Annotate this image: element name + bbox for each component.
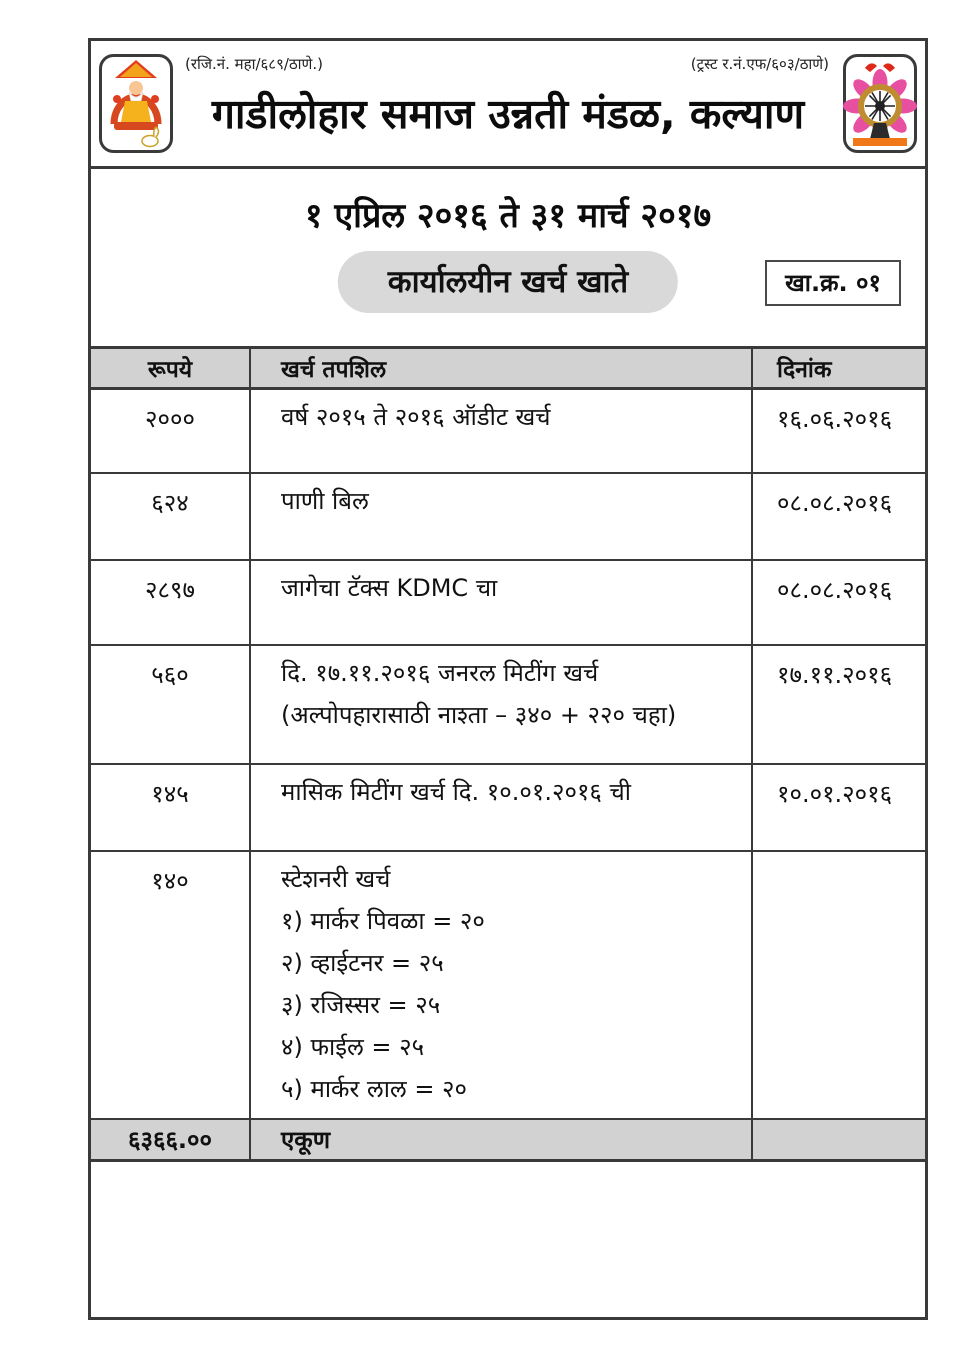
total-row — [91, 1120, 925, 1162]
details-cell — [251, 474, 753, 559]
detail-line: ५) मार्कर लाल = २० — [281, 1075, 468, 1103]
details-cell — [251, 765, 753, 850]
detail-line: १) मार्कर पिवळा = २० — [281, 907, 485, 935]
amount-cell: ६२४ — [91, 474, 251, 559]
trust-number-right: (ट्रस्ट र.नं.एफ/६०३/ठाणे) — [690, 55, 829, 73]
account-title-pill: कार्यालयीन खर्च खाते — [338, 251, 678, 313]
details-cell — [251, 852, 753, 1118]
table-row — [91, 474, 925, 561]
total-amount: ६३६६.०० — [91, 1120, 251, 1159]
details-cell — [251, 561, 753, 644]
details-cell — [251, 390, 753, 472]
table-row — [91, 852, 925, 1120]
total-date-empty — [753, 1120, 925, 1159]
amount-cell: १४० — [91, 852, 251, 1118]
detail-line: ४) फाईल = २५ — [281, 1033, 425, 1061]
registration-number-left: (रजि.नं. महा/६८९/ठाणे.) — [185, 55, 324, 73]
date-cell: ०८.०८.२०१६ — [777, 489, 893, 517]
detail-line: (अल्पोपहारासाठी नाश्ता – ३४० + २२० चहा) — [281, 701, 677, 729]
detail-line: पाणी बिल — [281, 487, 369, 515]
detail-line: ३) रजिस्सर = २५ — [281, 991, 441, 1019]
table-header-row — [91, 349, 925, 390]
table-row — [91, 561, 925, 646]
table-row — [91, 765, 925, 852]
detail-line: दि. १७.११.२०१६ जनरल मिटींग खर्च — [281, 659, 599, 687]
date-cell — [753, 852, 925, 1118]
amount-cell: २८९७ — [91, 561, 251, 644]
date-cell: १०.०१.२०१६ — [777, 780, 893, 808]
date-cell: ०८.०८.२०१६ — [777, 576, 893, 604]
date-cell: १६.०६.२०१६ — [777, 405, 893, 433]
table-body — [91, 390, 925, 1120]
account-number-box: खा.क्र. ०१ — [765, 260, 901, 306]
amount-cell: १४५ — [91, 765, 251, 850]
organization-name: गाडीलोहार समाज उन्नती मंडळ, कल्याण — [211, 90, 805, 138]
detail-line: जागेचा टॅक्स KDMC चा — [281, 574, 498, 602]
letterhead — [91, 41, 925, 169]
column-header-details: खर्च तपशिल — [251, 349, 753, 387]
amount-cell: ५६० — [91, 646, 251, 763]
detail-line: २) व्हाईटनर = २५ — [281, 949, 444, 977]
details-cell — [251, 646, 753, 763]
detail-line: मासिक मिटींग खर्च दि. १०.०१.२०१६ ची — [281, 778, 631, 806]
document-frame — [88, 38, 928, 1320]
expense-table — [91, 346, 925, 1162]
financial-year-range: १ एप्रिल २०१६ ते ३१ मार्च २०१७ — [304, 196, 712, 236]
lotus-wheel-emblem-icon — [843, 54, 917, 153]
period-section — [91, 169, 925, 346]
total-label: एकूण — [251, 1120, 753, 1159]
account-title-row — [91, 251, 925, 313]
detail-line: स्टेशनरी खर्च — [281, 865, 391, 893]
deity-emblem-icon — [99, 54, 173, 153]
detail-line: वर्ष २०१५ ते २०१६ ऑडीट खर्च — [281, 403, 551, 431]
column-header-date: दिनांक — [777, 357, 832, 383]
date-cell: १७.११.२०१६ — [777, 661, 893, 689]
table-row — [91, 390, 925, 474]
amount-cell: २००० — [91, 390, 251, 472]
column-header-rupees: रूपये — [91, 349, 251, 387]
table-row — [91, 646, 925, 765]
